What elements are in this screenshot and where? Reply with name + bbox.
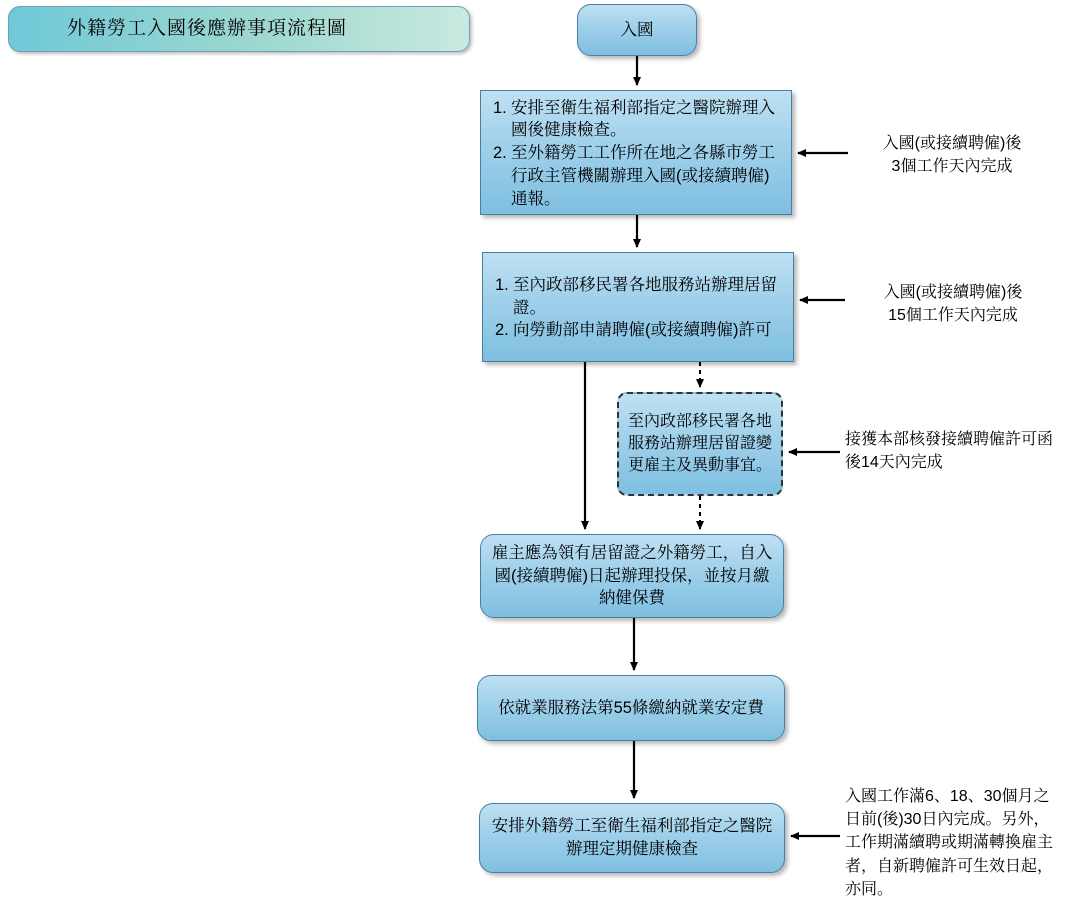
node-step-1-item-1 — [493, 97, 781, 143]
node-step-5-label: 安排外籍勞工至衛生福利部指定之醫院辦理定期健康檢查 — [491, 817, 773, 858]
node-step-2-item-1-text: 至內政部移民署各地服務站辦理居留證。 — [513, 275, 777, 317]
node-step-2-item-1 — [495, 274, 783, 320]
node-step-4 — [477, 675, 785, 741]
note-step-optional: 接獲本部核發接續聘僱許可函後14天內完成 — [845, 431, 1054, 472]
node-step-2-item-2-text: 向勞動部申請聘僱(或接續聘僱)許可 — [513, 321, 772, 340]
node-entry — [577, 4, 697, 56]
node-step-1-item-2-text: 至外籍勞工工作所在地之各縣市勞工行政主管機關辦理入國(或接續聘僱)通報。 — [511, 144, 775, 208]
node-step-1-list — [481, 87, 791, 219]
node-step-1 — [480, 90, 792, 215]
node-step-5 — [479, 803, 785, 873]
list-marker: 1. — [493, 98, 507, 117]
note-step-5: 入國工作滿6、18、30個月之日前(後)30日內完成。另外，工作期滿續聘或期滿轉換雇主者，自新聘僱許可生效日起，亦同。 — [845, 788, 1054, 898]
node-step-1-item-2 — [493, 142, 781, 210]
node-step-4-label: 依就業服務法第55條繳納就業安定費 — [498, 698, 764, 717]
node-step-2 — [482, 252, 794, 362]
diagram-title-text: 外籍勞工入國後應辦事項流程圖 — [67, 17, 348, 39]
list-marker: 2. — [495, 321, 509, 340]
note-step-2: 入國(或接續聘僱)後 15個工作天內完成 — [883, 284, 1023, 325]
diagram-title — [8, 6, 470, 52]
node-entry-label: 入國 — [620, 20, 654, 39]
node-step-2-list — [483, 264, 793, 350]
node-step-optional-label: 至內政部移民署各地服務站辦理居留證變更雇主及異動事宜。 — [627, 412, 772, 475]
list-marker: 2. — [493, 144, 507, 163]
node-step-1-item-1-text: 安排至衛生福利部指定之醫院辦理入國後健康檢查。 — [511, 98, 775, 140]
note-step-1: 入國(或接續聘僱)後 3個工作天內完成 — [882, 135, 1022, 176]
node-step-optional-residence-change — [617, 392, 783, 496]
node-step-2-item-2 — [495, 319, 783, 342]
node-step-3 — [480, 534, 784, 618]
node-step-3-label: 雇主應為領有居留證之外籍勞工，自入國(接續聘僱)日起辦理投保，並按月繳納健保費 — [491, 543, 773, 608]
list-marker: 1. — [495, 275, 509, 294]
